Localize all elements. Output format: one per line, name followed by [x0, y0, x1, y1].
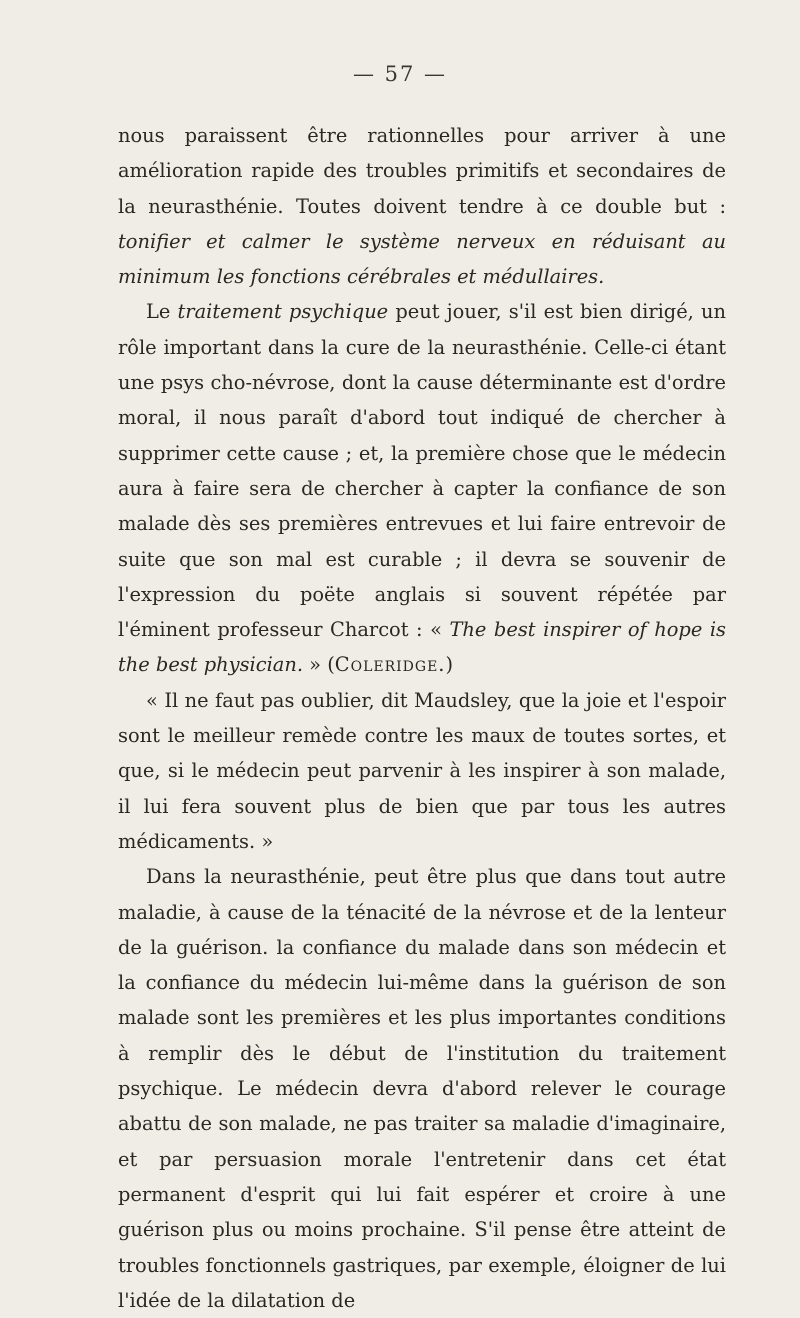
paragraph-2-text-c: » ( [303, 653, 335, 677]
paragraph-3-text: « Il ne faut pas oublier, dit Maudsley, que la joie et l'espoir sont le meilleur remède contre les maux de toutes sortes, et que, si le médecin peut parvenir à les inspirer à son malade, il lui fera souvent plus de bien que par tous les autres médicaments. » [118, 688, 726, 853]
paragraph-2-quote: The best inspirer of hope is the best physician. [118, 618, 726, 677]
paragraph-4 [118, 859, 726, 1318]
paragraph-2-attribution: Coleridge. [334, 653, 446, 677]
paragraph-3 [118, 683, 726, 859]
paragraph-2-italic-a: traitement psychique [177, 300, 389, 324]
paragraph-1 [118, 118, 726, 294]
paragraph-2-text-b: peut jouer, s'il est bien dirigé, un rôle important dans la cure de la neurasthénie. Celle-ci étant une psys cho-névrose, dont la cause déterminante est d'ordre moral, il nous paraît d'abord tout indiqué de chercher à supprimer cette cause ; et, la première chose que le médecin aura à faire sera de chercher à capter la confiance de son malade dès ses premières entrevues et lui faire entrevoir de suite que son mal est curable ; il devra se souvenir de l'expression du poëte anglais si souvent répétée par l'éminent professeur Charcot : « [118, 300, 726, 642]
paragraph-2-text-a: Le [146, 300, 178, 324]
paragraph-4-text: Dans la neurasthénie, peut être plus que dans tout autre maladie, à cause de la ténacité de la névrose et de la lenteur de la guérison. la confiance du malade dans son médecin et la confiance du médecin lui-même dans la guérison de son malade sont les premières et les plus importantes conditions à remplir dès le début de l'institution du traitement psychique. Le médecin devra d'abord relever le courage abattu de son malade, ne pas traiter sa maladie d'imaginaire, et par persuasion morale l'entretenir dans cet état permanent d'esprit qui lui fait espérer et croire à une guérison plus ou moins prochaine. S'il pense être atteint de troubles fonctionnels gastriques, par exemple, éloigner de lui l'idée de la dilatation de [118, 865, 726, 1312]
paragraph-2-text-d: ) [445, 653, 454, 677]
paragraph-1-text: nous paraissent être rationnelles pour arriver à une amélioration rapide des troubles primitifs et secondaires de la neurasthénie. Toutes doivent tendre à ce double but : [118, 124, 726, 218]
paragraph-2 [118, 294, 726, 682]
paragraph-1-italic: tonifier et calmer le système nerveux en réduisant au minimum les fonctions cérébrales et médullaires. [118, 229, 726, 289]
body-text [118, 118, 726, 1318]
page-number: — 57 — [352, 62, 448, 86]
